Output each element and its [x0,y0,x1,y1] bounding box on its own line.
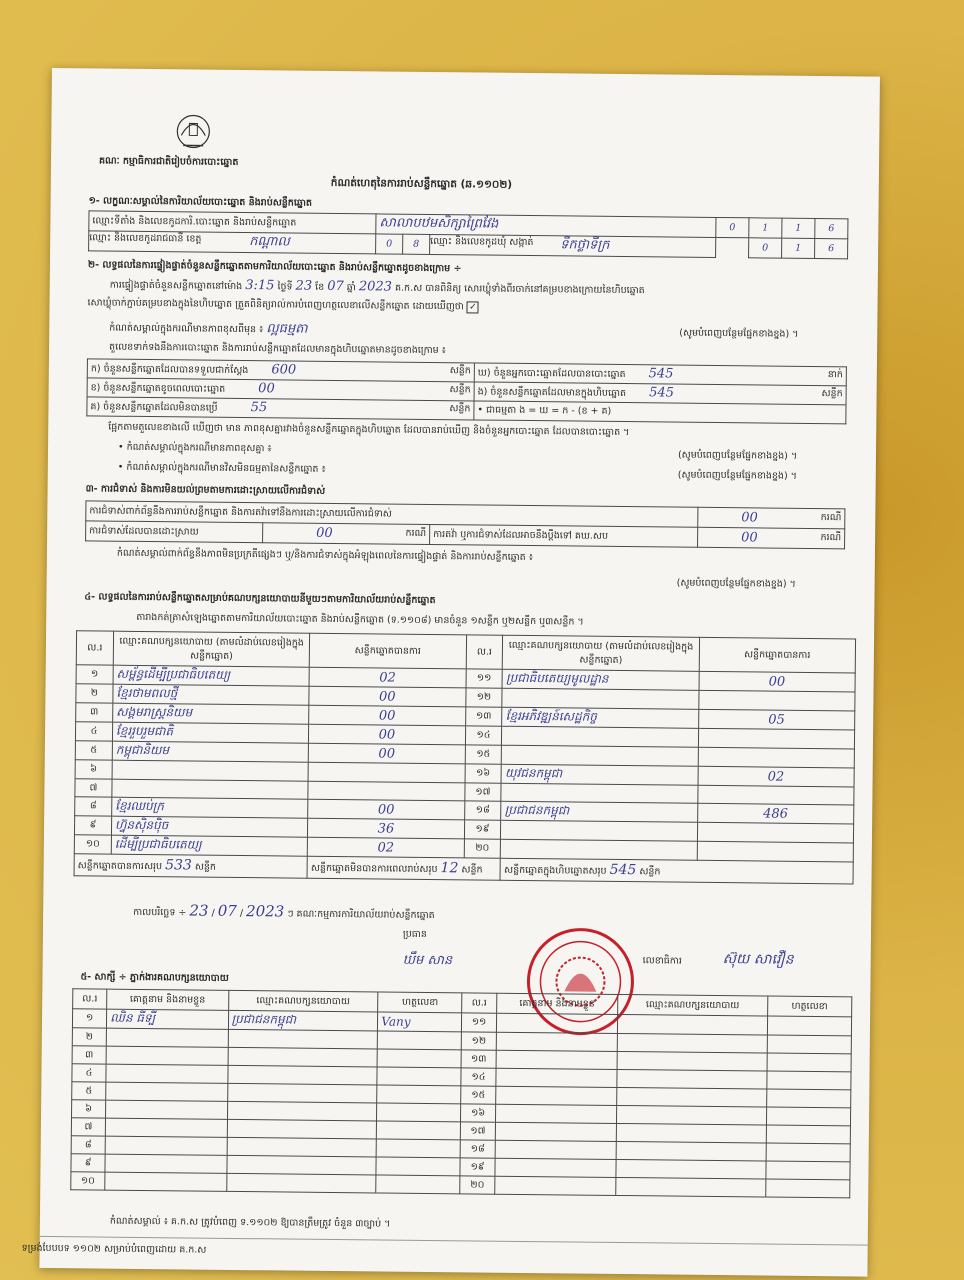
province-label: ឈ្មោះ និងលេខកូដរាជធានី ខេត្ត [89,232,202,245]
total-valid: 533 [165,857,192,874]
col-sign: ហត្ថលេខា [378,992,462,1013]
col-votes: សន្លឹកឆ្នោតបានការ [699,637,856,673]
witness-party [227,1101,377,1121]
witness-signature [377,1121,461,1140]
fill-note: (សូមបំពេញបន្ថែមផ្នែកខាងខ្នង) ។ [676,577,796,590]
party-name: សង្គមរាស្ត្រនិយម [113,703,310,724]
col-party: ឈ្មោះគណបក្សនយោបាយ (តាមលំដាប់លេខរៀងក្នុងសន្លឹកឆ្នោត) [503,635,700,671]
checkbox-icon: ✓ [467,301,479,313]
witness-party [616,1123,766,1143]
row-no: ២០ [464,839,501,858]
total-invalid: 12 [440,860,459,877]
row-no: ១ [72,1009,106,1028]
row-no: ៦ [75,760,112,779]
row-no: ៧ [75,779,112,797]
verify-text: គ.ក.ស បានពិនិត្យ សោរឃ្លុំទាំងពីរចាក់នៅគម្របខាងក្រោយនៃហិបឆ្នោត [394,282,645,297]
party-name: ខ្មែរឈប់ក្រ [112,797,309,818]
col-sign: ហត្ថលេខា [767,996,851,1017]
chair-label: ប្រធាន [402,928,427,940]
ko-value: 55 [250,400,268,416]
col-no: ល.រ [466,635,503,669]
row-no: ២ [76,684,113,703]
verify-time-label: ការផ្ទៀងផ្ទាត់ចំនួនសន្លឹកឆ្នោតនៅម៉ោង [109,279,243,293]
total-box-label: សន្លឹកឆ្នោតក្នុងហិបឆ្នោតសរុប [504,864,607,877]
verify-day: 23 [295,278,313,294]
commune-code-digit: 1 [782,238,815,258]
row-no: ១៦ [465,764,502,783]
org-name: គណៈ កម្មាធិការជាតិរៀបចំការបោះឆ្នោត [98,155,239,168]
year-label: ឆ្នាំ [346,282,356,294]
witness-party [616,1141,766,1161]
vote-count: 00 [309,705,465,726]
witness-party [616,1105,766,1125]
party-name [502,726,698,747]
total-box: 545 [609,861,637,879]
section2-title: ២- លទ្ធផលនៃការផ្ទៀងផ្ទាត់ចំនួនសន្លឹកឆ្នោតតាមការិយាល័យបោះឆ្នោត និងរាប់សន្លឹកឆ្នោតដូចខាងក្រោម ÷ [87,259,462,275]
province-value: កណ្ដាល [249,234,290,250]
unit: ករណី [405,527,427,539]
check-line: ផ្អែកតាមតួលេខខាងលើ ឃើញថា មាន ភាពខុសគ្នារវាងចំនួនសន្លឹកឆ្នោតក្នុងហិបឆ្នោត ដែលបានរាប់ឃើញ និងចំនួនអ្នកបោះឆ្នោត ដែលបានបោះឆ្នោត ។ [108,421,630,439]
objection-row1-label: ការជំទាស់ពាក់ព័ន្ធនឹងការរាប់សន្លឹកឆ្នោត និងការតវ៉ាទៅនឹងការដោះស្រាយលើការជំទាស់ [86,501,698,527]
commune-label: ឈ្មោះ និងលេខកូដឃុំ សង្កាត់ [430,235,534,249]
location-value: សាលាបឋមសិក្សាព្រៃវែង [376,214,716,238]
party-name [502,688,698,709]
section5-title: ៥- សាក្សី ÷ ភ្នាក់ងារគណបក្សនយោបាយ [80,971,229,984]
vote-count [697,785,854,805]
witness-signature [766,1143,850,1162]
row-no: ៦ [72,1100,106,1118]
witness-signature [767,1016,851,1036]
vote-count [697,822,854,843]
witness-name [105,1154,227,1173]
verify-time: 3:15 [245,278,275,294]
election-form-paper: គណៈ កម្មាធិការជាតិរៀបចំការបោះឆ្នោត កំណត់ហេតុនៃការរាប់សន្លឹកឆ្នោត (ឆ.១១០២) ១- លក្ខណៈសម្គាល់នៃការិយាល័យបោះឆ្នោត និងរាប់សន្លឹកឆ្នោត ឈ្មោះទីតាំង និងលេខកូដការិ.បោះឆ្នោត និងរាប់សន្លឹកឆ្នោត សាលាបឋមសិក្សាព្រៃវែង 0 1 1 6 ឈ្មោះ និងលេខកូដរាជធានី ខេត្ត កណ្ដាល 0 8 ឈ្មោះ និងលេខកូដឃុំ សង្កាត់ ទឹកថ្លាទីក្រ 0 1 6 ២- លទ្ធផលនៃការផ្ទៀងផ្ទាត់ចំនួនសន្លឹកឆ្នោតតាមការិយាល័យបោះឆ្នោត និងរាប់សន្លឹកឆ្នោតដូចខាងក្រោម ÷ ការផ្ទៀងផ្ទាត់ចំនួនសន្លឹកឆ្នោតនៅម៉ោង 3:15 ថ្ងៃទី 23 ខែ 07 ឆ្នាំ 2023 គ.ក.ស បានពិនិត្យ សោរឃ្លុំទាំងពីរចាក់នៅគម្របខាងក្រោយនៃហិបឆ្នោត សោឃ្លុំចាក់ភ្ជាប់គម្របខាងក្នុងនៃហិបឆ្នោត ត្រួតពិនិត្យរាល់ការបំពេញហត្ថលេខាលើសន្លឹកឆ្នោត ដោយឃើញថា ✓ កំណត់សម្គាល់ក្នុងករណីមានភាពខុសពីមុន ៖ ល្អធម្មតា (សូមបំពេញបន្ថែមផ្នែកខាងខ្នង) ។ តួលេខទាក់ទងនឹងការបោះឆ្នោត និងការរាប់សន្លឹកឆ្នោតដែលមានក្នុងហិបឆ្នោតមានដូចខាងក្រោម ៖ ក) ចំនួនសន្លឹកឆ្នោតដែលបានទទួលជាក់ស្ដែង 600 សន្លឹក ឃ) ចំនួនអ្នកបោះឆ្នោតដែលបានបោះឆ្នោត 545 នាក់ ខ) ចំនួនសន្លឹកឆ្នោតខូចពេលបោះឆ្នោត 00 សន្លឹក ង) ចំនួនសន្លឹកឆ្នោតដែលមានក្នុងហិបឆ្នោត 545 សន្លឹក គ) ចំនួនសន្លឹកឆ្នោតដែលមិនបានប្រើ 55 សន្លឹក • ជាធម្មតា ង = ឃ = ក - (ខ + គ) ផ្អែកតាមតួលេខខាងលើ ឃើញថា មាន ភាពខុសគ្នារវាងចំនួនសន្លឹកឆ្នោតក្នុងហិបឆ្នោត ដែលបានរាប់ឃើញ និងចំនួនអ្នកបោះឆ្នោត ដែលបានបោះឆ្នោត ។ • កំណត់សម្គាល់ក្នុងករណីមានភាពខុសគ្នា ៖ (សូមបំពេញបន្ថែមផ្នែកខាងខ្នង) ។ • កំណត់សម្គាល់ក្នុងករណីមានវិសមិនធម្មតានៃសន្លឹកឆ្នោត ៖ (សូមបំពេញបន្ថែមផ្នែកខាងខ្នង) ។ ៣- ការជំទាស់ និងការមិនយល់ព្រមតាមការដោះស្រាយលើការជំទាស់ ការជំទាស់ពាក់ព័ន្ធនឹងការរាប់សន្លឹកឆ្នោត និងការតវ៉ាទៅនឹងការដោះស្រាយលើការជំទាស់ 00 ករណី ការជំទាស់ដែលបានដោះស្រាយ 00 ករណី ការតវ៉ា ឬការជំទាស់ដែលអាចនឹងប្ដឹងទៅ គឃ.សប 00 ករណី កំណត់សម្គាល់ពាក់ព័ន្ធនឹងភាពមិនប្រក្រតីផ្សេងៗ ឬ/និងការជំទាស់ក្នុងអំឡុងពេលនៃការផ្ទៀងផ្ទាត់ និងការរាប់សន្លឹកឆ្នោត ៖ (សូមបំពេញបន្ថែមផ្នែកខាងខ្នង) ។ ៤- លទ្ធផលនៃការរាប់សន្លឹកឆ្នោតសម្រាប់គណបក្សនយោបាយនីមួយៗតាមការិយាល័យរាប់សន្លឹកឆ្នោត តារាងកត់ត្រាសំឡេងឆ្នោតតាមការិយាល័យបោះឆ្នោត និងរាប់សន្លឹកឆ្នោត (ទ.១១០៨) មានចំនួន ១សន្លឹក ឬ២សន្លឹក ឬ៣សន្លឹក ។ ល.រ ឈ្មោះគណបក្សនយោបាយ (តាមលំដាប់លេខរៀងក្នុងសន្លឹកឆ្នោត) សន្លឹកឆ្នោតបានការ ល.រ ឈ្មោះគណបក្សនយោបាយ (តាមលំដាប់លេខរៀងក្នុងសន្លឹកឆ្នោត) សន្លឹកឆ្នោតបានការ ១ សម្ព័ន្ធដើម្បីប្រជាធិបតេយ្យ 02 ១១ ប្រជាធិបតេយ្យមូលដ្ឋាន 00 ២ ខ្មែរថាមពលថ្មី 00 ១២ ៣ សង្គមរាស្ត្រនិយម 00 ១៣ ខ្មែរអភិវឌ្ឍន៍សេដ្ឋកិច្ច 05 ៤ ខ្មែររួបរួមជាតិ 00 ១៤ ៥ កម្ពុជានិយម 00 ១៥ ៦ ១៦ យុវជនកម្ពុជា 02 ៧ ១៧ ៨ ខ្មែរឈប់ក្រ 00 ១៨ ប្រជាជនកម្ពុជា 486 ៩ ហ្វ៊ុនស៊ិនប៉ិច 36 ១៩ ១០ ដើម្បីប្រជាធិបតេយ្យ 02 ២០ សន្លឹកឆ្នោតបានការសរុប 533 សន្លឹក សន្លឹកឆ្នោតមិនបានការពេលរាប់សរុប 12 សន្លឹក សន្លឹកឆ្នោតក្នុងហិបឆ្នោតសរុប 545 សន្លឹក កាលបរិច្ឆេទ ÷ 23 / 07 / 2023 ៗ គណៈកម្មការការិយាល័យរាប់សន្លឹកឆ្នោត ប្រធាន ឃឹម សាន លេខាធិការ ស៊ុយ សាវឿន ៥- សាក្សី ÷ ភ្នាក់ងារគណបក្សនយោបាយ ល.រ គោត្តនាម និងនាមខ្លួន ឈ្មោះគណបក្សនយោបាយ ហត្ថលេខា ល.រ គោត្តនាម និងនាមខ្លួន ឈ្មោះគណបក្សនយោបាយ ហត្ថលេខា ១ ឈិន ធីទ្បី ប្រជាជនកម្ពុជា Vany ១១ ២ ១២ ៣ ១៣ ៤ ១៤ ៥ ១៥ ៦ ១៦ ៧ ១៧ ៨ ១៨ ៩ ១៩ ១០ ២០ កំណត់សម្គាល់ ៖ គ.ក.ស ត្រូវបំពេញ ទ.១១០២ ឱ្យបានត្រឹមត្រូវ ចំនួន ៣ច្បាប់ ។ ទម្រង់បែបបទ ១១០២ សម្រាប់បំពេញដោយ គ.ក.ស [39,68,880,1277]
witness-party [616,1159,766,1179]
date-label: កាលបរិច្ឆេទ ÷ [133,906,187,919]
row-no: ២០ [460,1176,494,1194]
kho-value: 545 [648,366,674,382]
witness-signature [766,1161,850,1180]
witness-party [617,1014,767,1035]
witness-party [617,1051,767,1071]
unit: ករណី [820,512,842,524]
row-no: ២ [72,1028,106,1046]
witness-signature [766,1125,850,1144]
witness-name [496,1013,618,1033]
party-name: កម្ពុជានិយម [112,741,309,762]
row-no: ១៧ [464,783,501,801]
party-name: ខ្មែរអភិវឌ្ឍន៍សេដ្ឋកិច្ច [502,707,698,728]
row-no: ១ [76,665,113,684]
kha-value: 00 [258,381,275,397]
party-name: ប្រជាជនកម្ពុជា [501,801,697,822]
vote-count: 486 [697,803,854,824]
section4-subtitle: តារាងកត់ត្រាសំឡេងឆ្នោតតាមការិយាល័យបោះឆ្នោត និងរាប់សន្លឹកឆ្នោត (ទ.១១០៨) មានចំនួន ១សន្លឹក ឬ២សន្លឹក ឬ៣សន្លឹក ។ [136,611,584,628]
witness-signature [377,1085,461,1104]
party-name: យុវជនកម្ពុជា [501,764,697,785]
vote-count: 05 [698,709,855,730]
col-name: គោត្តនាម និងនាមខ្លួន [107,989,229,1010]
unit: សន្លឹក [461,864,483,876]
month-label: ខែ [315,281,325,293]
witness-name [495,1104,617,1123]
witness-name [106,1100,228,1119]
row-no: ១៩ [460,1158,494,1176]
party-name [501,820,697,841]
committee-label: ៗ គណៈកម្មការការិយាល័យរាប់សន្លឹកឆ្នោត [287,908,435,922]
witness-party: ប្រជាជនកម្ពុជា [228,1010,378,1031]
witness-signature [766,1179,850,1198]
witness-signature [766,1089,850,1108]
vote-count [697,841,854,862]
row-no: ៤ [72,1064,106,1082]
section4-title: ៤- លទ្ធផលនៃការរាប់សន្លឹកឆ្នោតសម្រាប់គណបក្សនយោបាយនីមួយៗតាមការិយាល័យរាប់សន្លឹកឆ្នោត [84,591,436,607]
code-digit: 1 [782,218,815,238]
witness-signature [377,1049,461,1068]
objection-table [85,500,845,549]
witness-party [617,1069,767,1089]
party-name [112,779,309,799]
results-table [74,630,857,884]
vote-count: 02 [698,766,855,787]
province-code-digit: 0 [376,234,403,254]
ka-label: ក) ចំនួនសន្លឹកឆ្នោតដែលបានទទួលជាក់ស្ដែង [90,363,249,377]
vote-count: 00 [308,799,464,820]
commune-code-digit: 0 [749,238,782,258]
col-party: ឈ្មោះគណបក្សនយោបាយ (តាមលំដាប់លេខរៀងក្នុងសន្លឹកឆ្នោត) [113,631,310,667]
col-party: ឈ្មោះគណបក្សនយោបាយ [228,990,378,1012]
vote-count [698,728,855,749]
vote-count [698,747,855,768]
day-label: ថ្ងៃទី [277,281,293,293]
ng-label: ង) ចំនួនសន្លឹកឆ្នោតដែលមានក្នុងហិបឆ្នោត [477,386,627,400]
unit: នាក់ [827,369,843,381]
date-day: 23 [189,901,209,920]
witness-name [105,1118,227,1137]
vote-count: 00 [309,724,465,745]
unit: សន្លឹក [449,365,471,377]
col-no: ល.រ [462,993,496,1013]
witness-name [106,1082,228,1101]
col-votes: សន្លឹកឆ្នោតបានការ [310,633,467,669]
row-no: ១១ [466,669,503,688]
witness-name [495,1158,617,1177]
witness-name [496,1068,618,1087]
footer-text: ទម្រង់បែបបទ ១១០២ សម្រាប់បំពេញដោយ គ.ក.ស [21,1242,207,1256]
footnote: កំណត់សម្គាល់ ៖ គ.ក.ស ត្រូវបំពេញ ទ.១១០២ ឱ្យបានត្រឹមត្រូវ ចំនួន ៣ច្បាប់ ។ [109,1215,391,1230]
kha-label: ខ) ចំនួនសន្លឹកឆ្នោតខូចពេលបោះឆ្នោត [90,382,226,395]
unit: សន្លឹក [449,403,471,415]
vote-count [698,690,855,711]
lock-text: សោឃ្លុំចាក់ភ្ជាប់គម្របខាងក្នុងនៃហិបឆ្នោត ត្រួតពិនិត្យរាល់ការបំពេញហត្ថលេខាលើសន្លឹកឆ្នោត ដោយឃើញថា [87,297,464,313]
col-party: ឈ្មោះគណបក្សនយោបាយ [618,994,768,1016]
total-invalid-label: សន្លឹកឆ្នោតមិនបានការពេលរាប់សរុប [310,862,438,876]
row-no: ១០ [71,1172,105,1190]
witness-signature: Vany [378,1012,462,1032]
witness-name [106,1028,228,1047]
commune-code-digit: 6 [815,238,848,258]
witness-party [227,1065,377,1085]
remark-value: ល្អធម្មតា [266,321,308,337]
vote-count: 02 [308,837,464,858]
witness-signature [376,1157,460,1176]
unit: ករណី [820,532,842,544]
code-digit: 0 [716,217,749,237]
row-no: ១៦ [461,1104,495,1122]
witness-party [227,1083,377,1103]
col-no: ល.រ [73,989,107,1009]
kho-label: ឃ) ចំនួនអ្នកបោះឆ្នោតដែលបានបោះឆ្នោត [477,367,626,381]
fill-note: (សូមបំពេញបន្ថែមផ្នែកខាងខ្នង) ។ [677,469,798,482]
party-name: ប្រជាធិបតេយ្យមូលដ្ឋាន [502,669,698,690]
row-no: ១១ [462,1013,496,1032]
witness-party [228,1047,378,1067]
witness-name [496,1032,618,1051]
row-no: ១៥ [461,1086,495,1104]
fill-note: (សូមបំពេញបន្ថែមផ្នែកខាងខ្នង) ។ [677,449,798,462]
witness-signature [377,1103,461,1122]
figures-intro: តួលេខទាក់ទងនឹងការបោះឆ្នោត និងការរាប់សន្លឹកឆ្នោតដែលមានក្នុងហិបឆ្នោតមានដូចខាងក្រោម ៖ [109,341,446,357]
witness-party [226,1155,376,1175]
witness-signature [767,1053,851,1072]
remark-label: កំណត់សម្គាល់ក្នុងករណីមានភាពខុសពីមុន ៖ [109,322,264,336]
unit: សន្លឹក [821,388,843,400]
vote-count: 00 [699,671,856,692]
witness-name [106,1046,228,1065]
row-no: ១២ [462,1032,496,1050]
ko-label: គ) ចំនួនសន្លឹកឆ្នោតដែលមិនបានប្រើ [90,401,218,414]
witness-signature [377,1067,461,1086]
party-name [501,783,697,803]
vote-count: 36 [308,818,464,839]
date-month: 07 [217,901,237,920]
row-no: ៤ [75,722,112,741]
party-name [502,745,698,766]
objection-row1-value: 00 [741,510,758,526]
row-no: ៨ [75,797,112,816]
row-no: ១០ [74,835,111,854]
witness-party [227,1137,377,1157]
witness-name [105,1136,227,1155]
witness-name: ឈិន ធីទ្បី [107,1009,229,1029]
witness-table [70,988,852,1198]
witness-party [616,1177,766,1197]
section3-title: ៣- ការជំទាស់ និងការមិនយល់ព្រមតាមការដោះស្រាយលើការជំទាស់ [85,483,326,497]
witness-name [495,1122,617,1141]
formula: • ជាធម្មតា ង = ឃ = ក - (ខ + គ) [474,401,846,424]
row-no: ៣ [76,703,113,722]
section1-title: ១- លក្ខណៈសម្គាល់នៃការិយាល័យបោះឆ្នោត និងរាប់សន្លឹកឆ្នោត [88,195,313,209]
witness-name [494,1176,616,1195]
secretary-label: លេខាធិការ [642,955,682,967]
resolved-label: ការជំទាស់ដែលបានដោះស្រាយ [86,521,263,543]
witness-name [105,1172,227,1191]
witness-name [495,1140,617,1159]
witness-signature [767,1071,851,1090]
witness-party [617,1087,767,1107]
witness-signature [767,1035,851,1054]
witness-signature [376,1139,460,1158]
witness-party [226,1173,376,1193]
witness-name [496,1050,618,1069]
row-no: ៧ [71,1118,105,1136]
party-name: ខ្មែររួបរួមជាតិ [112,722,309,743]
code-digit: 1 [749,218,782,238]
party-name [112,760,309,781]
row-no: ១៤ [461,1068,495,1086]
party-name: ខ្មែរថាមពលថ្មី [113,684,310,705]
bullet-abnormal: • កំណត់សម្គាល់ក្នុងករណីមានវិសមិនធម្មតានៃសន្លឹកឆ្នោត ៖ [117,461,326,475]
province-code-digit: 8 [403,234,430,254]
witness-signature [378,1031,462,1050]
unit: សន្លឹក [194,861,217,873]
unit: សន្លឹក [449,384,471,396]
vote-count: 00 [309,743,465,764]
chair-signature: ឃឹម សាន [402,952,453,969]
row-no: ១៨ [464,801,501,820]
witness-party [227,1119,377,1139]
unit: សន្លឹក [639,866,661,878]
col-no: ល.រ [76,631,113,665]
bullet-difference: • កំណត់សម្គាល់ក្នុងករណីមានភាពខុសគ្នា ៖ [117,441,272,455]
ka-value: 600 [271,362,297,378]
appeal-value: 00 [741,530,758,546]
vote-count [308,781,464,801]
commune-value: ទឹកថ្លាទីក្រ [560,237,610,253]
ng-value: 545 [649,385,675,401]
row-no: ១៥ [465,745,502,764]
location-label: ឈ្មោះទីតាំង និងលេខកូដការិ.បោះឆ្នោត និងរាប់សន្លឹកឆ្នោត [89,211,376,234]
fill-note: (សូមបំពេញបន្ថែមផ្នែកខាងខ្នង) ។ [679,327,799,340]
row-no: ៣ [72,1046,106,1064]
row-no: ១៣ [465,707,502,726]
row-no: ៥ [75,741,112,760]
verify-year: 2023 [358,279,393,295]
section1-table [88,210,848,259]
form-title: កំណត់ហេតុនៃការរាប់សន្លឹកឆ្នោត (ឆ.១១០២) [330,176,513,191]
witness-party [617,1033,767,1053]
party-name [501,839,697,860]
vote-count [308,762,464,783]
vote-count: 00 [309,686,465,707]
vote-count: 02 [309,667,465,688]
row-no: ១៩ [464,820,501,839]
row-no: ៩ [74,816,111,835]
total-valid-label: សន្លឹកឆ្នោតបានការសរុប [77,860,163,873]
witness-party [228,1029,378,1049]
witness-name [495,1086,617,1105]
row-no: ១៣ [462,1050,496,1068]
row-no: ១៨ [461,1140,495,1158]
row-no: ១៤ [465,726,502,745]
row-no: ៥ [72,1082,106,1100]
witness-signature [766,1107,850,1126]
row-no: ១៧ [461,1122,495,1140]
secretary-signature: ស៊ុយ សាវឿន [722,951,794,968]
objection-note: កំណត់សម្គាល់ពាក់ព័ន្ធនឹងភាពមិនប្រក្រតីផ្សេងៗ ឬ/និងការជំទាស់ក្នុងអំឡុងពេលនៃការផ្ទៀងផ្ទាត់ និងការរាប់សន្លឹកឆ្នោត ៖ [116,547,533,564]
party-name: សម្ព័ន្ធដើម្បីប្រជាធិបតេយ្យ [113,665,310,686]
party-name: ដើម្បីប្រជាធិបតេយ្យ [111,835,308,856]
verify-month: 07 [327,278,344,295]
appeal-label: ការតវ៉ា ឬការជំទាស់ដែលអាចនឹងប្ដឹងទៅ គឃ.សប [430,524,698,547]
witness-signature [376,1175,460,1194]
date-year: 2023 [246,902,285,921]
col-name: គោត្តនាម និងនាមខ្លួន [496,993,618,1014]
row-no: ៩ [71,1154,105,1172]
code-digit: 6 [815,218,848,238]
national-emblem-icon [169,105,218,154]
witness-name [106,1064,228,1083]
figures-table [86,358,847,424]
row-no: ៨ [71,1136,105,1154]
resolved-value: 00 [316,525,333,541]
party-name: ហ្វ៊ុនស៊ិនប៉ិច [111,816,308,837]
row-no: ១២ [465,688,502,707]
